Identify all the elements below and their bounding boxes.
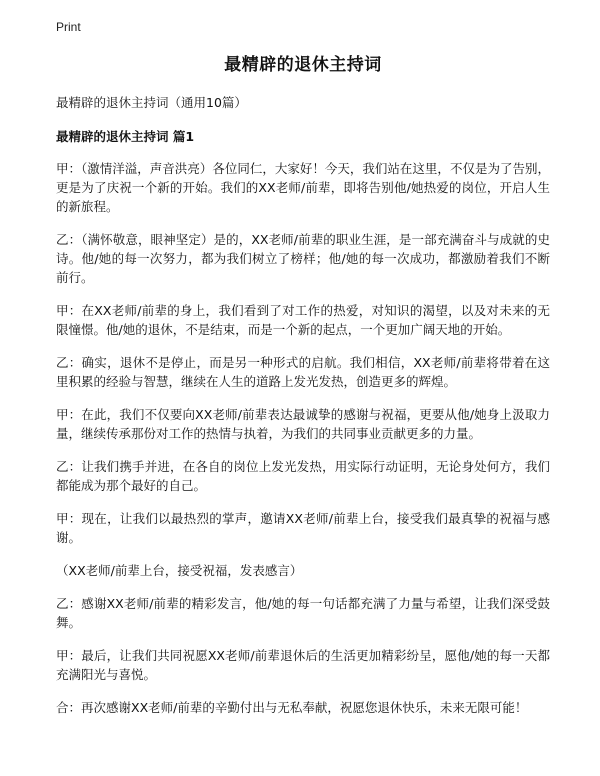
paragraph: 乙：感谢XX老师/前辈的精彩发言，他/她的每一句话都充满了力量与希望，让我们深受鼓舞。 xyxy=(56,596,550,630)
paragraph: 甲：（激情洋溢，声音洪亮）各位同仁，大家好！今天，我们站在这里，不仅是为了告别，更是为了庆祝一个新的开始。我们的XX老师/前辈，即将告别他/她热爱的岗位，开启人生的新旅程。 xyxy=(56,161,550,214)
paragraph: 甲：现在，让我们以最热烈的掌声，邀请XX老师/前辈上台，接受我们最真挚的祝福与感谢。 xyxy=(56,511,550,545)
paragraph: 合：再次感谢XX老师/前辈的辛勤付出与无私奉献，祝愿您退休快乐，未来无限可能！ xyxy=(56,700,528,715)
paragraph: 乙：让我们携手并进，在各自的岗位上发光发热，用实际行动证明，无论身处何方，我们都能成为那个最好的自己。 xyxy=(56,459,550,493)
print-link[interactable]: Print xyxy=(56,20,81,34)
section-heading: 最精辟的退休主持词 篇1 xyxy=(56,129,195,144)
paragraph: 乙：（满怀敬意，眼神坚定）是的，XX老师/前辈的职业生涯，是一部充满奋斗与成就的史诗。他/她的每一次努力，都为我们树立了榜样；他/她的每一次成功，都激励着我们不断前行。 xyxy=(56,232,550,285)
paragraph: 甲：在此，我们不仅要向XX老师/前辈表达最诚挚的感谢与祝福，更要从他/她身上汲取力量，继续传承那份对工作的热情与执着，为我们的共同事业贡献更多的力量。 xyxy=(56,407,550,441)
document-subtitle: 最精辟的退休主持词（通用10篇） xyxy=(56,95,247,110)
document-page xyxy=(56,50,550,731)
paragraph: （XX老师/前辈上台，接受祝福，发表感言） xyxy=(56,563,303,578)
page-title: 最精辟的退休主持词 xyxy=(224,55,382,75)
paragraph: 乙：确实，退休不是停止，而是另一种形式的启航。我们相信，XX老师/前辈将带着在这里积累的经验与智慧，继续在人生的道路上发光发热，创造更多的辉煌。 xyxy=(56,355,550,389)
paragraph: 甲：最后，让我们共同祝愿XX老师/前辈退休后的生活更加精彩纷呈，愿他/她的每一天都充满阳光与喜悦。 xyxy=(56,648,550,682)
paragraph: 甲：在XX老师/前辈的身上，我们看到了对工作的热爱，对知识的渴望，以及对未来的无限憧憬。他/她的退休，不是结束，而是一个新的起点，一个更加广阔天地的开始。 xyxy=(56,303,550,337)
